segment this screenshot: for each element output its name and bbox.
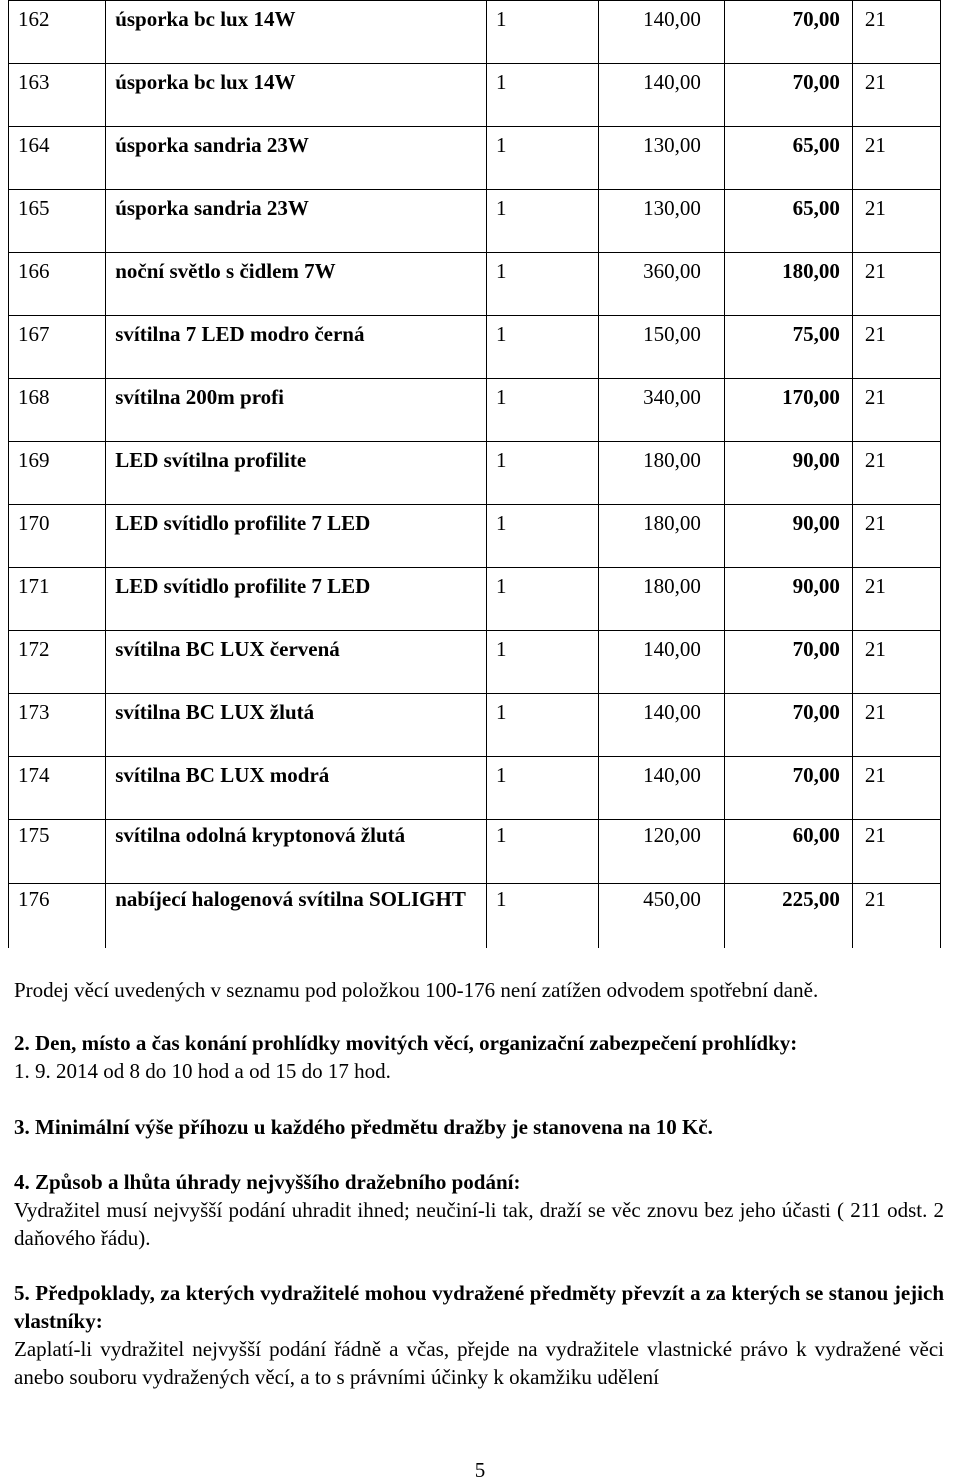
item-vat-rate: 21: [852, 1, 940, 64]
item-number: 172: [9, 631, 106, 694]
item-name: úsporka sandria 23W: [106, 190, 487, 253]
item-name: LED svítilna profilite: [106, 442, 487, 505]
table-row: [9, 64, 941, 127]
item-vat-rate: 21: [852, 316, 940, 379]
item-vat-rate: 21: [852, 505, 940, 568]
item-quantity: 1: [486, 505, 598, 568]
item-vat-rate: 21: [852, 631, 940, 694]
item-price: 120,00: [599, 820, 725, 884]
item-number: 171: [9, 568, 106, 631]
section-3-heading: 3. Minimální výše příhozu u každého předmětu dražby je stanovena na 10 Kč.: [14, 1115, 713, 1139]
item-vat-rate: 21: [852, 884, 940, 948]
item-price: 150,00: [599, 316, 725, 379]
item-vat-rate: 21: [852, 64, 940, 127]
item-quantity: 1: [486, 631, 598, 694]
item-half-price: 65,00: [724, 127, 852, 190]
table-row: [9, 253, 941, 316]
item-half-price: 70,00: [724, 694, 852, 757]
item-name: LED svítidlo profilite 7 LED: [106, 568, 487, 631]
item-vat-rate: 21: [852, 127, 940, 190]
item-quantity: 1: [486, 568, 598, 631]
table-row: [9, 505, 941, 568]
item-number: 162: [9, 1, 106, 64]
item-name: svítilna 7 LED modro černá: [106, 316, 487, 379]
item-name: úsporka sandria 23W: [106, 127, 487, 190]
item-half-price: 90,00: [724, 568, 852, 631]
item-vat-rate: 21: [852, 442, 940, 505]
items-table: [8, 0, 941, 948]
item-name: noční světlo s čidlem 7W: [106, 253, 487, 316]
item-price: 360,00: [599, 253, 725, 316]
item-price: 140,00: [599, 757, 725, 820]
item-quantity: 1: [486, 127, 598, 190]
section-5-heading: 5. Předpoklady, za kterých vydražitelé mohou vydražené předměty převzít a za kterých se stanou jejich vlastníky:: [14, 1281, 944, 1333]
item-number: 168: [9, 379, 106, 442]
table-row: [9, 694, 941, 757]
item-quantity: 1: [486, 1, 598, 64]
item-number: 176: [9, 884, 106, 948]
excise-note: Prodej věcí uvedených v seznamu pod položkou 100-176 není zatížen odvodem spotřební daně.: [14, 978, 819, 1002]
item-number: 167: [9, 316, 106, 379]
item-vat-rate: 21: [852, 253, 940, 316]
item-half-price: 70,00: [724, 757, 852, 820]
item-name: nabíjecí halogenová svítilna SOLIGHT: [106, 884, 487, 948]
table-row: [9, 757, 941, 820]
item-vat-rate: 21: [852, 820, 940, 884]
item-price: 130,00: [599, 190, 725, 253]
item-name: úsporka bc lux 14W: [106, 1, 487, 64]
table-row: [9, 190, 941, 253]
item-quantity: 1: [486, 253, 598, 316]
item-half-price: 170,00: [724, 379, 852, 442]
item-quantity: 1: [486, 316, 598, 379]
item-quantity: 1: [486, 757, 598, 820]
item-number: 175: [9, 820, 106, 884]
table-row: [9, 442, 941, 505]
item-number: 163: [9, 64, 106, 127]
item-price: 140,00: [599, 631, 725, 694]
item-quantity: 1: [486, 694, 598, 757]
item-quantity: 1: [486, 379, 598, 442]
item-number: 173: [9, 694, 106, 757]
item-half-price: 60,00: [724, 820, 852, 884]
item-price: 140,00: [599, 64, 725, 127]
table-row: [9, 568, 941, 631]
item-quantity: 1: [486, 64, 598, 127]
item-price: 130,00: [599, 127, 725, 190]
section-2-heading: 2. Den, místo a čas konání prohlídky movitých věcí, organizační zabezpečení prohlídky:: [14, 1031, 798, 1055]
section-2-body: 1. 9. 2014 od 8 do 10 hod a od 15 do 17 hod.: [14, 1059, 391, 1083]
item-number: 174: [9, 757, 106, 820]
item-price: 140,00: [599, 1, 725, 64]
item-half-price: 90,00: [724, 505, 852, 568]
section-5-body: Zaplatí-li vydražitel nejvyšší podání řádně a včas, přejde na vydražitele vlastnické právo k vydražené věci anebo souboru vydražených věcí, a to s právními účinky k okamžiku udělení: [14, 1337, 944, 1389]
item-name: svítilna odolná kryptonová žlutá: [106, 820, 487, 884]
table-row: [9, 379, 941, 442]
item-vat-rate: 21: [852, 694, 940, 757]
item-name: svítilna BC LUX žlutá: [106, 694, 487, 757]
item-vat-rate: 21: [852, 757, 940, 820]
item-price: 180,00: [599, 505, 725, 568]
item-half-price: 65,00: [724, 190, 852, 253]
item-vat-rate: 21: [852, 190, 940, 253]
item-number: 166: [9, 253, 106, 316]
section-4-heading: 4. Způsob a lhůta úhrady nejvyššího dražebního podání:: [14, 1170, 521, 1194]
item-price: 180,00: [599, 568, 725, 631]
table-row: [9, 127, 941, 190]
item-half-price: 90,00: [724, 442, 852, 505]
item-price: 450,00: [599, 884, 725, 948]
item-number: 164: [9, 127, 106, 190]
item-price: 180,00: [599, 442, 725, 505]
item-half-price: 70,00: [724, 631, 852, 694]
section-4-body: Vydražitel musí nejvyšší podání uhradit ihned; neučiní-li tak, draží se věc znovu bez jeho účasti ( 211 odst. 2 daňového řádu).: [14, 1198, 944, 1250]
item-price: 140,00: [599, 694, 725, 757]
item-vat-rate: 21: [852, 379, 940, 442]
table-row: [9, 884, 941, 948]
item-quantity: 1: [486, 442, 598, 505]
item-number: 170: [9, 505, 106, 568]
item-quantity: 1: [486, 820, 598, 884]
item-name: úsporka bc lux 14W: [106, 64, 487, 127]
page-number: 5: [474, 1458, 486, 1482]
item-name: svítilna BC LUX modrá: [106, 757, 487, 820]
item-price: 340,00: [599, 379, 725, 442]
item-half-price: 225,00: [724, 884, 852, 948]
item-vat-rate: 21: [852, 568, 940, 631]
table-row: [9, 631, 941, 694]
item-half-price: 70,00: [724, 64, 852, 127]
item-name: svítilna BC LUX červená: [106, 631, 487, 694]
item-name: LED svítidlo profilite 7 LED: [106, 505, 487, 568]
item-number: 165: [9, 190, 106, 253]
item-half-price: 75,00: [724, 316, 852, 379]
item-name: svítilna 200m profi: [106, 379, 487, 442]
item-quantity: 1: [486, 884, 598, 948]
table-row: [9, 316, 941, 379]
table-row: [9, 1, 941, 64]
item-half-price: 70,00: [724, 1, 852, 64]
item-number: 169: [9, 442, 106, 505]
item-quantity: 1: [486, 190, 598, 253]
table-row: [9, 820, 941, 884]
item-half-price: 180,00: [724, 253, 852, 316]
